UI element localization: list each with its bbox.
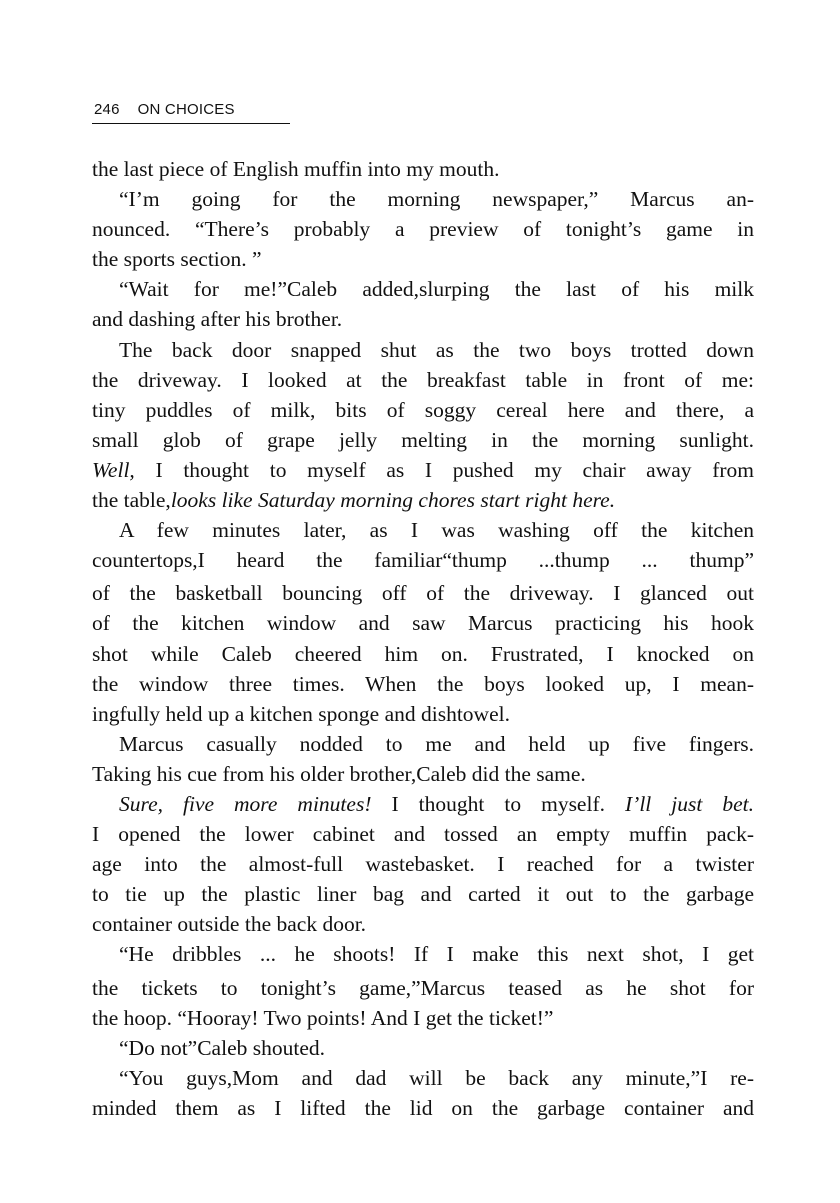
text-line: “Wait for me!”Caleb added,slurping the last of his milk	[119, 277, 754, 302]
italic-text: looks like Saturday morning chores start right here.	[170, 488, 616, 513]
text-line: the tickets to tonight’s game,”Marcus teased as he shot for	[92, 975, 754, 1000]
text-line: the hoop. “Hooray! Two points! And I get the ticket!”	[92, 1005, 554, 1030]
running-title: ON CHOICES	[137, 101, 235, 118]
text-line: age into the almost-full wastebasket. I reached for a twister	[92, 852, 754, 877]
text-line: I opened the lower cabinet and tossed an empty muffin pack-	[92, 822, 754, 847]
header-rule	[92, 123, 290, 124]
text-line	[92, 485, 754, 515]
text-line: minded them as I lifted the lid on the garbage container and	[92, 1095, 754, 1120]
text-span: I thought to myself.	[371, 791, 625, 816]
text-line: small glob of grape jelly melting in the morning sunlight.	[92, 427, 754, 452]
text-line: tiny puddles of milk, bits of soggy cereal here and there, a	[92, 397, 754, 422]
text-line: Marcus casually nodded to me and held up five fingers.	[119, 731, 754, 756]
text-line: shot while Caleb cheered him on. Frustrated, I knocked on	[92, 641, 754, 666]
text-line	[92, 789, 754, 819]
text-line: the last piece of English muffin into my mouth.	[92, 157, 500, 181]
text-line: “You guys,Mom and dad will be back any minute,”I re-	[119, 1065, 754, 1090]
text-line	[92, 455, 754, 485]
text-line: the window three times. When the boys looked up, I mean-	[92, 671, 754, 696]
text-line: container outside the back door.	[92, 912, 367, 937]
italic-text: Well,	[92, 457, 135, 482]
text-line: A few minutes later, as I was washing off the kitchen	[119, 518, 754, 543]
text-line: The back door snapped shut as the two boys trotted down	[119, 337, 754, 362]
text-line: “He dribbles ... he shoots! If I make this next shot, I get	[119, 942, 754, 967]
text-line: to tie up the plastic liner bag and carted it out to the garbage	[92, 882, 754, 907]
page-number: 246	[94, 101, 120, 118]
text-line: ingfully held up a kitchen sponge and dishtowel.	[92, 701, 510, 726]
text-line: of the basketball bouncing off of the driveway. I glanced out	[92, 581, 754, 606]
text-line: “I’m going for the morning newspaper,” Marcus an-	[119, 187, 754, 212]
italic-text: I’ll just bet.	[625, 791, 754, 816]
text-line: Taking his cue from his older brother,Caleb did the same.	[92, 761, 586, 786]
text-line: countertops,I heard the familiar“thump ...thump ... thump”	[92, 548, 754, 573]
text-line: nounced. “There’s probably a preview of tonight’s game in	[92, 217, 754, 242]
text-line: the driveway. I looked at the breakfast table in front of me:	[92, 367, 754, 392]
italic-text: Sure, five more minutes!	[119, 791, 372, 816]
text-line: “Do not”Caleb shouted.	[119, 1035, 325, 1060]
text-span: I thought to myself as I pushed my chair away from	[134, 457, 754, 482]
body-text	[92, 154, 754, 1123]
text-line: and dashing after his brother.	[92, 307, 343, 332]
text-span: the table,	[92, 488, 171, 513]
text-line: of the kitchen window and saw Marcus practicing his hook	[92, 611, 754, 636]
running-header	[94, 101, 235, 118]
text-line: the sports section. ”	[92, 247, 262, 272]
